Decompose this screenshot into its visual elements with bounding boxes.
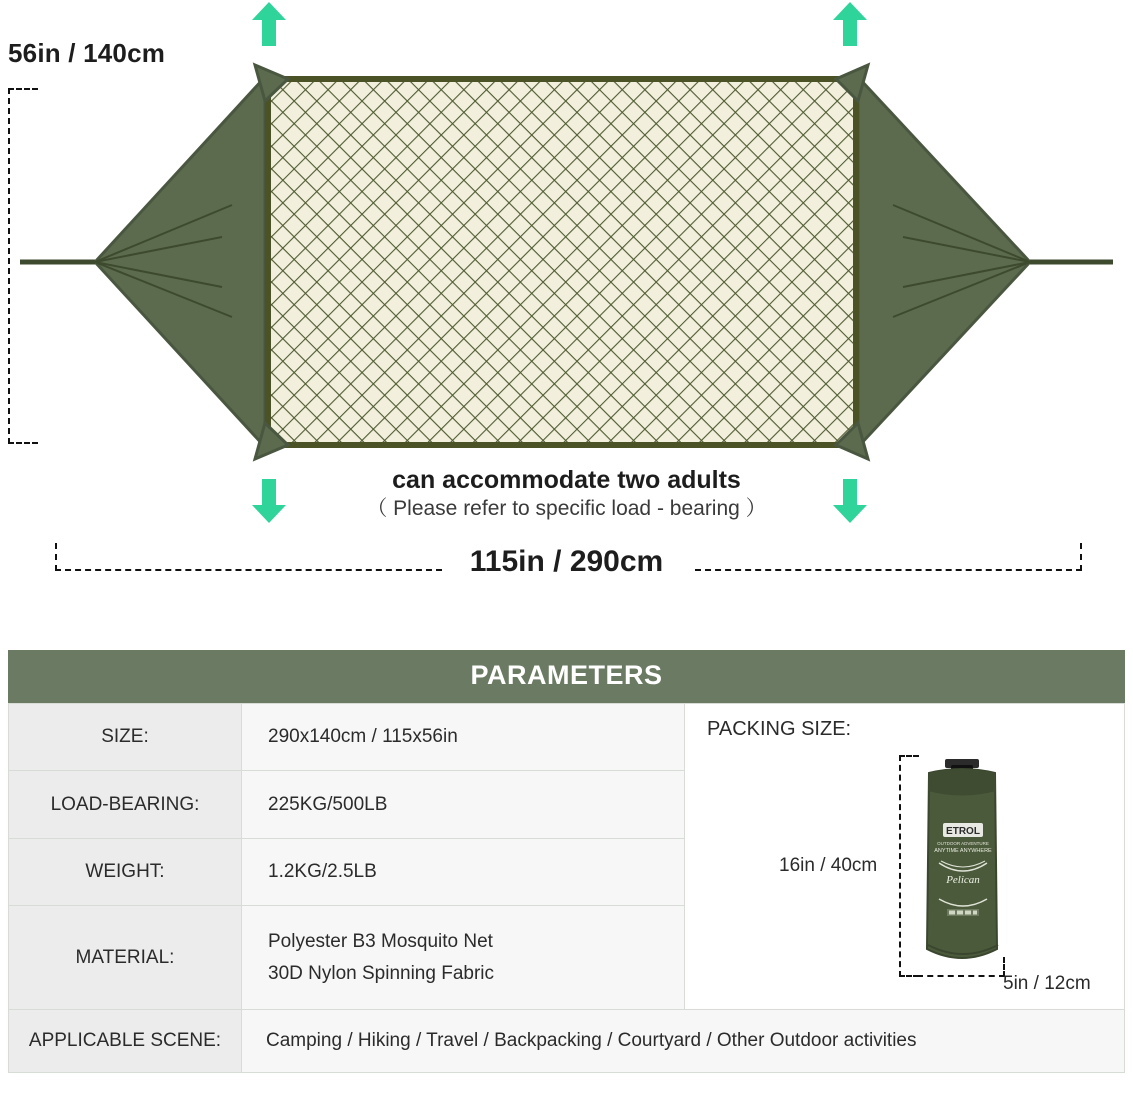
stuff-sack-illustration xyxy=(921,759,1003,971)
svg-text:OUTDOOR ADVENTURE: OUTDOOR ADVENTURE xyxy=(937,841,989,846)
material-value-line2: 30D Nylon Spinning Fabric xyxy=(268,962,495,984)
packing-size-label: PACKING SIZE: xyxy=(707,718,852,740)
hammock-left-end xyxy=(95,77,265,447)
material-value xyxy=(242,906,685,1010)
packing-illustration xyxy=(707,745,1102,995)
packing-height-label: 16in / 40cm xyxy=(779,855,878,876)
size-value: 290x140cm / 115x56in xyxy=(242,704,685,771)
hammock-illustration xyxy=(0,55,1133,525)
mosquito-net-panel xyxy=(268,79,856,445)
size-label: SIZE: xyxy=(9,704,242,771)
table-row xyxy=(9,1010,1125,1073)
load-bearing-value: 225KG/500LB xyxy=(242,771,685,838)
parameters-title: PARAMETERS xyxy=(8,650,1125,703)
capacity-subcaption: （ Please refer to specific load - bearing ） xyxy=(366,497,767,520)
packing-height-bracket xyxy=(899,755,919,977)
table-row xyxy=(9,704,1125,771)
material-label: MATERIAL: xyxy=(9,906,242,1010)
packing-cell xyxy=(685,704,1125,1010)
width-dimension-label: 115in / 290cm xyxy=(469,545,664,578)
applicable-scene-label: APPLICABLE SCENE: xyxy=(9,1010,242,1073)
material-value-line1: Polyester B3 Mosquito Net xyxy=(268,930,493,952)
capacity-caption: can accommodate two adults xyxy=(392,466,741,494)
svg-text:Pelican: Pelican xyxy=(946,874,980,886)
hammock-right-end xyxy=(858,77,1030,447)
svg-text:ANYTIME ANYWHERE: ANYTIME ANYWHERE xyxy=(934,848,992,854)
svg-text:ETROL: ETROL xyxy=(946,826,980,837)
packing-width-label: 5in / 12cm xyxy=(1003,973,1091,994)
parameters-table xyxy=(8,703,1125,1073)
arrow-up-right-icon xyxy=(833,2,867,46)
weight-value: 1.2KG/2.5LB xyxy=(242,838,685,905)
height-dimension-label: 56in / 140cm xyxy=(8,38,166,68)
weight-label: WEIGHT: xyxy=(9,838,242,905)
load-bearing-label: LOAD-BEARING: xyxy=(9,771,242,838)
applicable-scene-value: Camping / Hiking / Travel / Backpacking / Courtyard / Other Outdoor activities xyxy=(242,1010,1125,1073)
arrow-up-left-icon xyxy=(252,2,286,46)
parameters-section xyxy=(8,650,1125,1073)
